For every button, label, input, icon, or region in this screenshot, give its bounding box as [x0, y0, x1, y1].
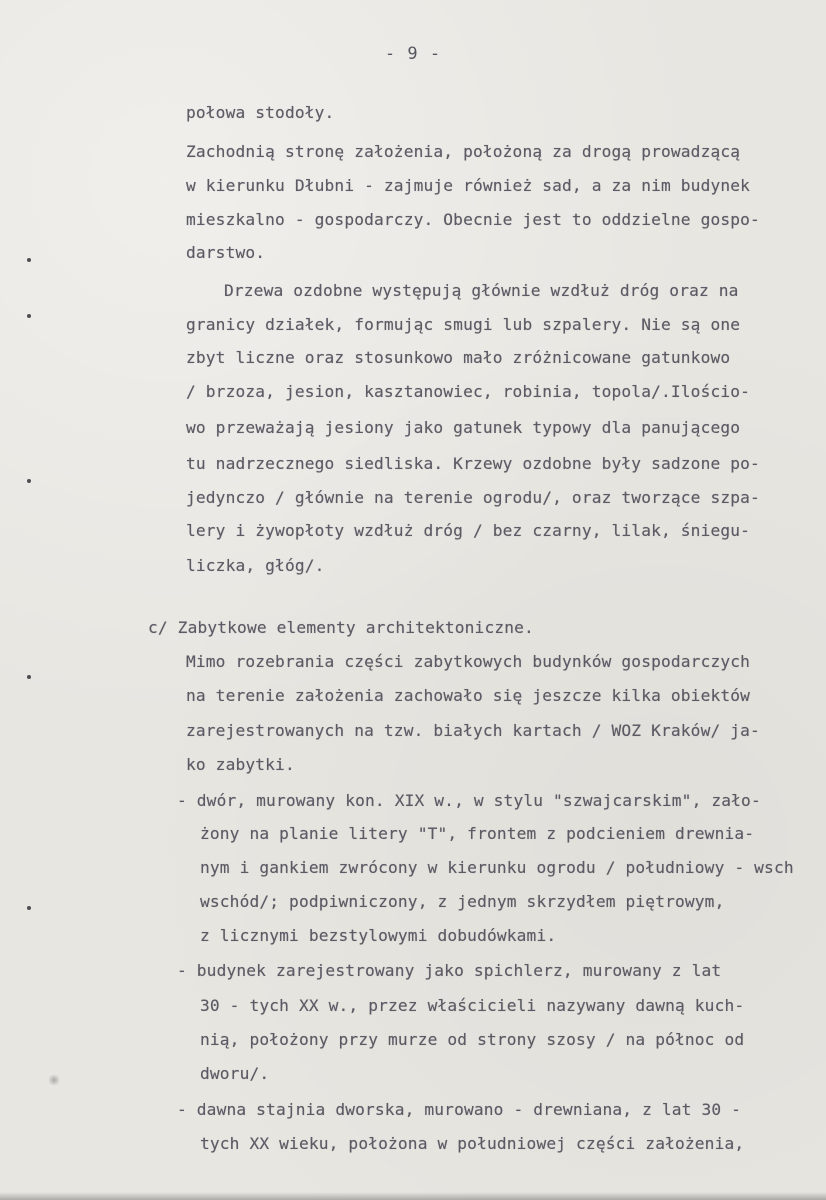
text-line: nym i gankiem zwrócony w kierunku ogrodu / południowy - wsch	[200, 858, 794, 877]
section-heading: c/ Zabytkowe elementy architektoniczne.	[148, 618, 534, 637]
text-line: Zachodnią stronę założenia, położoną za drogą prowadzącą	[186, 142, 741, 161]
text-line: Drzewa ozdobne występują głównie wzdłuż dróg oraz na	[224, 281, 739, 300]
text-line: Mimo rozebrania części zabytkowych budynków gospodarczych	[186, 652, 751, 671]
text-line: żony na planie litery "T", frontem z podcieniem drewnia-	[200, 824, 755, 843]
text-line: na terenie założenia zachowało się jeszcze kilka obiektów	[186, 686, 751, 705]
text-line: ko zabytki.	[186, 755, 295, 774]
text-line: lery i żywopłoty wzdłuż dróg / bez czarny, lilak, śniegu-	[186, 521, 751, 540]
margin-mark	[27, 258, 31, 262]
margin-mark	[27, 314, 31, 318]
text-line: 30 - tych XX w., przez właścicieli nazywany dawną kuch-	[200, 996, 745, 1015]
text-line: dworu/.	[200, 1064, 270, 1083]
margin-mark	[27, 906, 31, 910]
list-item: - budynek zarejestrowany jako spichlerz, murowany z lat	[177, 961, 722, 980]
text-line: tych XX wieku, położona w południowej części założenia,	[200, 1134, 745, 1153]
text-line: darstwo.	[186, 243, 266, 262]
text-line: połowa stodoły.	[186, 103, 335, 122]
text-line: w kierunku Dłubni - zajmuje również sad, a za nim budynek	[186, 176, 751, 195]
text-line: mieszkalno - gospodarczy. Obecnie jest to oddzielne gospo-	[186, 210, 760, 229]
text-line: liczka, głóg/.	[186, 556, 325, 575]
text-line: granicy działek, formując smugi lub szpalery. Nie są one	[186, 315, 741, 334]
text-line: jedynczo / głównie na terenie ogrodu/, oraz tworzące szpa-	[186, 488, 760, 507]
paper-smudge	[48, 1074, 60, 1086]
text-line: tu nadrzecznego siedliska. Krzewy ozdobne były sadzone po-	[186, 454, 760, 473]
list-item: - dwór, murowany kon. XIX w., w stylu "szwajcarskim", zało-	[177, 791, 761, 810]
margin-mark	[27, 479, 31, 483]
page-number: - 9 -	[384, 44, 442, 64]
text-line: / brzoza, jesion, kasztanowiec, robinia, topola/.Ilościo-	[186, 382, 751, 401]
text-line: zarejestrowanych na tzw. białych kartach / WOZ Kraków/ ja-	[186, 721, 760, 740]
text-line: z licznymi bezstylowymi dobudówkami.	[200, 926, 557, 945]
text-line: nią, położony przy murze od strony szosy / na północ od	[200, 1030, 745, 1049]
scan-bottom-edge	[0, 1192, 826, 1200]
list-item: - dawna stajnia dworska, murowano - drewniana, z lat 30 -	[177, 1100, 742, 1119]
text-line: zbyt liczne oraz stosunkowo mało zróżnicowane gatunkowo	[186, 348, 731, 367]
text-line: wo przeważają jesiony jako gatunek typowy dla panującego	[186, 418, 741, 437]
margin-mark	[27, 675, 31, 679]
text-line: wschód/; podpiwniczony, z jednym skrzydłem piętrowym,	[200, 892, 725, 911]
